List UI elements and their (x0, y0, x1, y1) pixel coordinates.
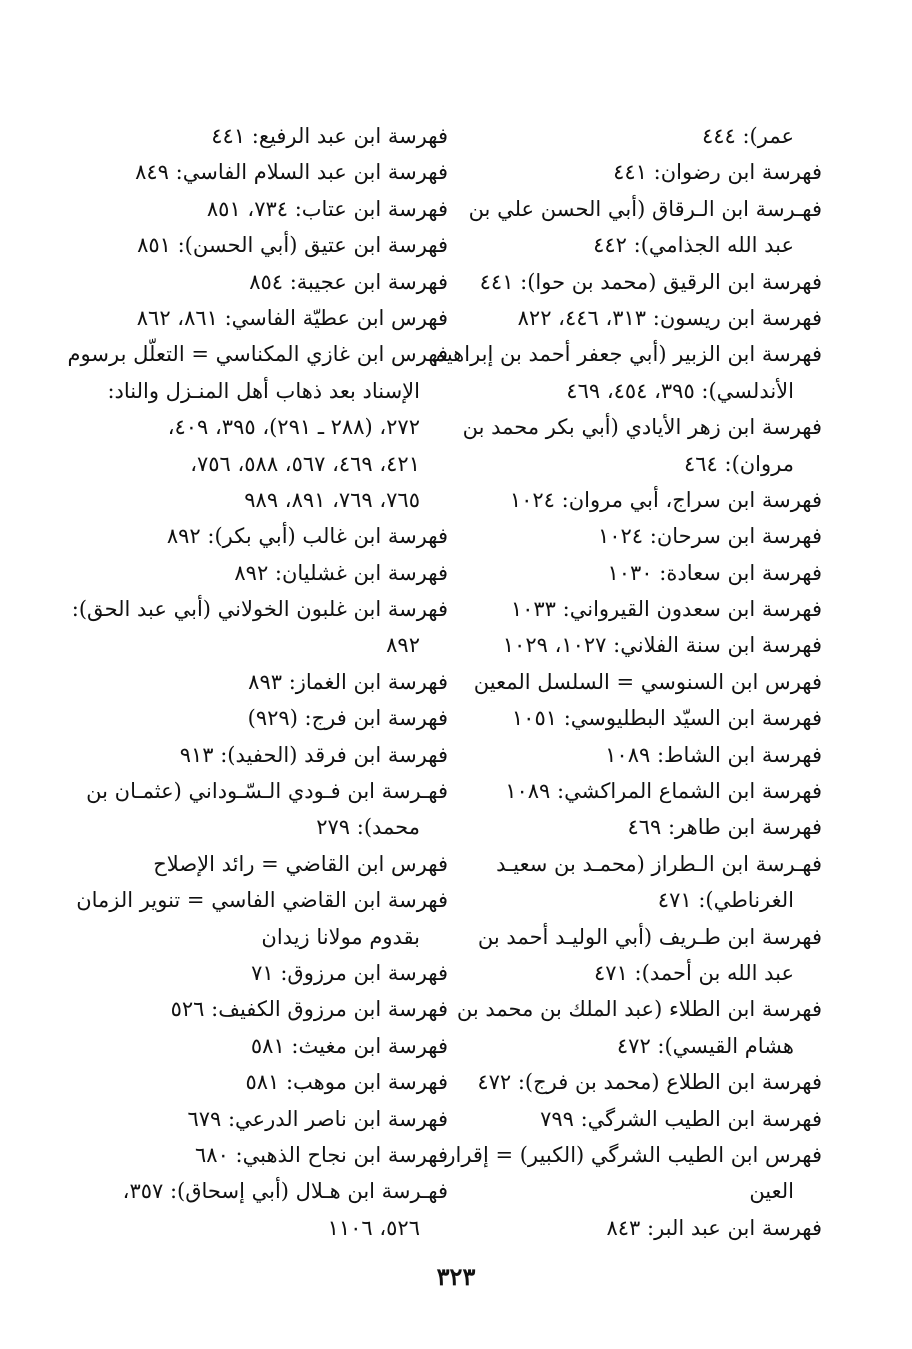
index-entry: فهرسة ابن الطيب الشرگي: ٧٩٩ (540, 1106, 822, 1131)
index-entry: فهـرسة ابن فـودي الـسّـوداني (عثمـان بن (86, 779, 448, 804)
index-entry-continuation: ٧٦٥، ٧٦٩، ٨٩١، ٩٨٩ (244, 487, 420, 512)
index-entry: فهرسة ابن الشاط: ١٠٨٩ (605, 742, 822, 767)
index-entry-continuation: ٤٢١، ٤٦٩، ٥٦٧، ٥٨٨، ٧٥٦، (190, 451, 420, 476)
index-entry: فهرسة ابن عبد البر: ٨٤٣ (606, 1215, 822, 1240)
index-entry: فهرسة ابن مغيث: ٥٨١ (250, 1033, 448, 1058)
index-entry: فهرسة ابن الزبير (أبي جعفر أحمد بن إبراهيم (432, 342, 822, 367)
index-entry: فهرسة ابن مرزوق الكفيف: ٥٢٦ (170, 997, 448, 1022)
index-entry: فهرسة ابن رضوان: ٤٤١ (613, 160, 822, 185)
index-entry-continuation: ٢٧٢، (٢٨٨ ـ ٢٩١)، ٣٩٥، ٤٠٩، (167, 415, 420, 440)
index-entry-continuation: الأندلسي): ٣٩٥، ٤٥٤، ٤٦٩ (566, 378, 794, 403)
index-entry: فهرسة ابن السيّد البطليوسي: ١٠٥١ (511, 706, 822, 731)
index-entry-continuation: ٨٩٢ (386, 633, 420, 658)
index-entry: فهرس ابن غازي المكناسي = التعلّل برسوم (67, 342, 448, 367)
index-entry: فهرسة ابن طاهر: ٤٦٩ (627, 815, 822, 840)
index-entry-continuation: عبد الله بن أحمد): ٤٧١ (594, 960, 794, 985)
index-entry: فهرسة ابن ناصر الدرعي: ٦٧٩ (187, 1106, 448, 1131)
index-entry-continuation: هشام القيسي): ٤٧٢ (616, 1033, 794, 1058)
index-entry: فهرسة ابن عجيبة: ٨٥٤ (249, 269, 448, 294)
index-entry: فهرسة ابن عبد السلام الفاسي: ٨٤٩ (135, 160, 448, 185)
index-entry: فهرسة ابن سعدون القيرواني: ١٠٣٣ (510, 597, 822, 622)
index-entry: فهرسة ابن موهب: ٥٨١ (245, 1070, 448, 1095)
index-entry: فهرسة ابن سنة الفلاني: ١٠٢٧، ١٠٢٩ (502, 633, 822, 658)
index-entry: فهـرسة ابن الـطراز (محمـد بن سعيـد (496, 851, 822, 876)
index-entry: فهرسة ابن سراج، أبي مروان: ١٠٢٤ (509, 487, 822, 512)
index-entry-continuation: عبد الله الجذامي): ٤٤٢ (593, 233, 794, 258)
index-entry: فهرسة ابن عبد الرفيع: ٤٤١ (211, 124, 448, 148)
index-entry: فهرس ابن عطيّة الفاسي: ٨٦١، ٨٦٢ (136, 305, 448, 330)
index-entry-continuation: بقدوم مولانا زيدان (261, 924, 420, 949)
index-entry: فهـرسة ابن هـلال (أبي إسحاق): ٣٥٧، (122, 1179, 448, 1204)
index-entry: فهرسة ابن سعادة: ١٠٣٠ (607, 560, 822, 585)
index-entry: فهرسة ابن عتاب: ٧٣٤، ٨٥١ (206, 196, 448, 221)
index-entry: فهرسة ابن فرج: (٩٢٩) (247, 706, 448, 731)
index-entry: فهرسة ابن زهر الأيادي (أبي بكر محمد بن (462, 415, 822, 440)
index-entry-continuation: محمد): ٢٧٩ (316, 815, 420, 840)
index-entry: فهرسة ابن نجاح الذهبي: ٦٨٠ (195, 1142, 448, 1167)
index-entry: فهـرسة ابن الـرقاق (أبي الحسن علي بن (468, 196, 822, 221)
index-entry-continuation: ٥٢٦، ١١٠٦ (327, 1215, 420, 1240)
index-entry: فهرسة ابن مرزوق: ٧١ (251, 960, 448, 985)
index-entry: فهرسة ابن القاضي الفاسي = تنوير الزمان (76, 888, 448, 913)
index-entry: فهرس ابن السنوسي = السلسل المعين (473, 669, 822, 694)
index-column-right (432, 118, 822, 1246)
index-entry: فهرسة ابن سرحان: ١٠٢٤ (597, 524, 822, 549)
index-entry: فهرس ابن القاضي = رائد الإصلاح (153, 851, 448, 876)
index-entry: فهرس ابن الطيب الشرگي (الكبير) = إقرار (445, 1142, 822, 1167)
index-entry-continuation: العين (749, 1179, 794, 1204)
index-entry: فهرسة ابن طـريف (أبي الوليـد أحمد بن (477, 924, 822, 949)
index-entry: فهرسة ابن ريسون: ٣١٣، ٤٤٦، ٨٢٢ (517, 305, 822, 330)
page-number: ٣٢٣ (436, 1262, 476, 1291)
index-entry: فهرسة ابن الطلاع (محمد بن فرج): ٤٧٢ (477, 1070, 822, 1095)
index-entry: فهرسة ابن الغماز: ٨٩٣ (248, 669, 448, 694)
index-entry: فهرسة ابن الطلاء (عبد الملك بن محمد بن (456, 997, 822, 1022)
index-entry: فهرسة ابن غلبون الخولاني (أبي عبد الحق): (71, 597, 448, 622)
index-entry: فهرسة ابن غشليان: ٨٩٢ (234, 560, 448, 585)
index-entry-continuation: الغرناطي): ٤٧١ (657, 888, 794, 913)
index-entry: فهرسة ابن الرقيق (محمد بن حوا): ٤٤١ (479, 269, 822, 294)
index-entry: فهرسة ابن عتيق (أبي الحسن): ٨٥١ (137, 233, 448, 258)
index-entry: فهرسة ابن فرقد (الحفيد): ٩١٣ (179, 742, 448, 767)
index-entry-continuation: عمر): ٤٤٤ (701, 124, 794, 148)
index-entry-continuation: الإسناد بعد ذهاب أهل المنـزل والناد: (107, 378, 420, 403)
index-entry: فهرسة ابن غالب (أبي بكر): ٨٩٢ (166, 524, 448, 549)
index-column-left (67, 118, 448, 1246)
index-entry-continuation: مروان): ٤٦٤ (683, 451, 794, 476)
index-entry: فهرسة ابن الشماع المراكشي: ١٠٨٩ (505, 779, 822, 804)
